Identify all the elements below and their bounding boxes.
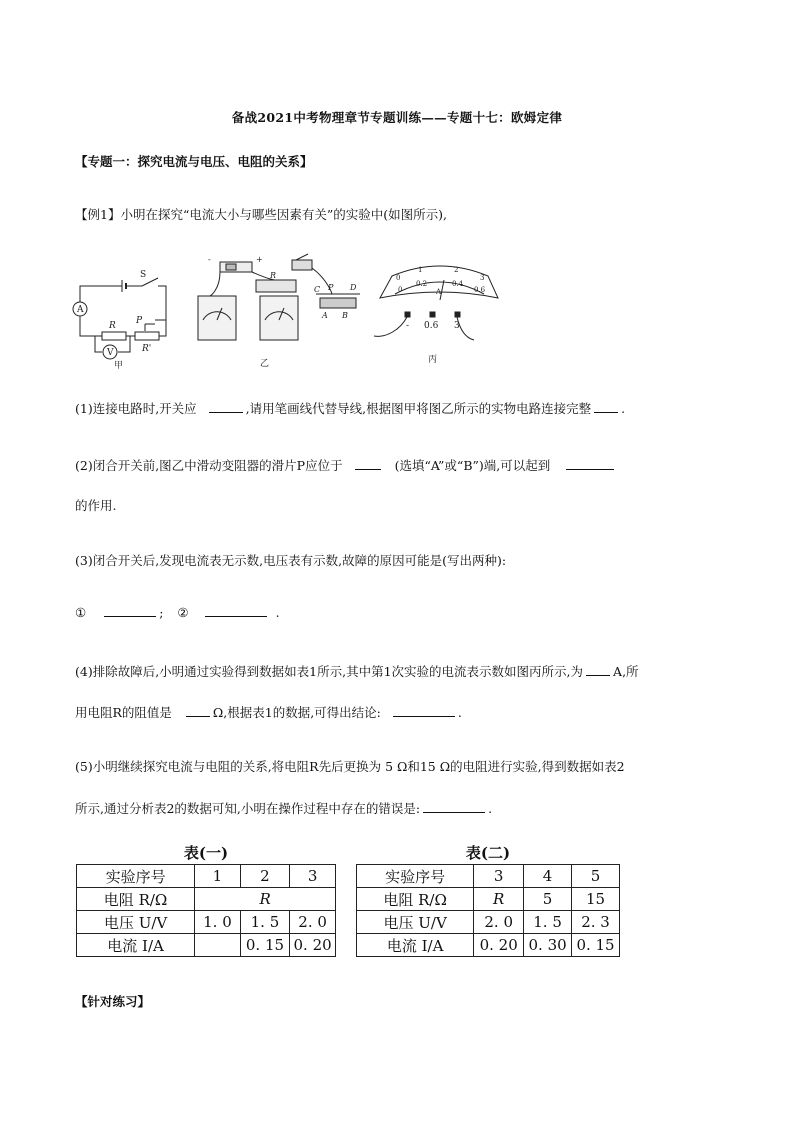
q3-separator: ; [159,605,164,620]
q5-blank-1[interactable] [423,801,485,813]
q4-text-c: 用电阻R的阻值是 [75,705,172,720]
q3-circle-2: ② [177,605,189,620]
table-cell: 0. 20 [474,934,524,957]
table-cell: 5 [572,865,620,888]
dial-top-1: 1 [418,266,423,274]
q5-text-c: . [488,801,493,816]
table-cell: 电流 I/A [357,934,474,957]
table-cell: 0. 20 [290,934,336,957]
q2-blank-1[interactable] [355,458,381,470]
dial-top-2: 2 [454,266,459,274]
circuit-diagram-jia [73,278,166,359]
table-cell: 2. 0 [474,911,524,934]
q5-text-b: 所示,通过分析表2的数据可知,小明在操作过程中存在的错误是: [75,801,421,816]
dial-bottom-02: 0.2 [416,280,428,288]
terminal-minus: - [406,321,410,331]
table-cell: 2. 0 [290,911,336,934]
question-3: (3)闭合开关后,发现电流表无示数,电压表有示数,故障的原因可能是(写出两种): [75,553,507,568]
apparatus-yi [198,254,360,340]
data-table-1 [76,864,336,957]
label-B-yi: B [342,311,348,320]
q3-blank-2[interactable] [205,605,267,617]
caption-jia: 甲 [114,361,124,370]
question-4-line2 [75,703,462,721]
table-cell: 3 [474,865,524,888]
question-5-line1: (5)小明继续探究电流与电阻的关系,将电阻R先后更换为 5 Ω和15 Ω的电阻进行实验,得到数据如表2 [75,759,625,774]
question-2-line2: 的作用. [75,498,117,513]
q4-text-a: (4)排除故障后,小明通过实验得到数据如表1所示,其中第1次实验的电流表示数如图丙所示,为 [75,664,584,679]
resistor-device [256,280,296,292]
table-row [77,888,336,911]
table-row [77,934,336,957]
q4-text-e: . [457,705,462,720]
question-1 [75,399,625,417]
data-table-2 [356,864,620,957]
table-cell: 4 [524,865,572,888]
q4-blank-2[interactable] [186,705,210,717]
label-R-prime: R' [142,344,152,354]
table-cell: 1 [195,865,241,888]
label-R-yi: R [270,271,277,280]
section-heading: 【专题一：探究电流与电压、电阻的关系】 [75,154,313,169]
label-V: V [107,348,114,358]
q3-blank-1[interactable] [104,605,156,617]
q3-circle-1: ① [75,605,87,620]
table1-caption: 表(一) [183,844,229,862]
table-cell: R [474,888,524,911]
table-cell: R [195,888,336,911]
table-cell: 2 [240,865,290,888]
table-cell [195,934,241,957]
page-title: 备战2021中考物理章节专题训练——专题十七：欧姆定律 [231,110,563,125]
question-4-line1 [75,662,639,680]
caption-yi: 乙 [260,359,270,369]
label-A: A [77,305,84,315]
dial-unit: A [436,288,442,296]
q4-blank-3[interactable] [393,705,455,717]
table2-caption: 表(二) [465,844,511,862]
dial-bottom-04: 0.4 [452,280,464,288]
table-cell: 0. 15 [240,934,290,957]
label-P: P [136,316,143,326]
q2-blank-2[interactable] [566,458,614,470]
q1-text-c: . [621,401,626,416]
table-row [357,888,620,911]
practice-heading: 【针对练习】 [75,994,151,1009]
table-cell: 5 [524,888,572,911]
q1-blank-1[interactable] [209,401,243,413]
table-cell: 电阻 R/Ω [357,888,474,911]
table-cell: 2. 3 [572,911,620,934]
table-cell: 1. 0 [195,911,241,934]
label-minus: - [208,255,211,264]
table-row [77,865,336,888]
label-P-yi: P [328,283,334,292]
table-cell: 0. 15 [572,934,620,957]
label-S: S [140,270,147,280]
dial-top-3: 3 [480,274,485,282]
table-row [357,934,620,957]
table-cell: 电压 U/V [77,911,195,934]
q1-text-a: (1)连接电路时,开关应 [75,401,197,416]
experiment-figure [70,250,500,370]
question-5-line2 [75,799,492,817]
rheostat [320,298,356,308]
dial-bottom-06: 0.6 [474,286,486,294]
label-plus: + [256,255,263,264]
table-cell: 3 [290,865,336,888]
q4-blank-1[interactable] [586,664,610,676]
label-A-yi: A [322,311,328,320]
q1-text-b: ,请用笔画线代替导线,根据图甲将图乙所示的实物电路连接完整 [245,401,592,416]
terminal-06: 0.6 [424,321,439,331]
table-row [77,911,336,934]
q4-text-d: Ω,根据表1的数据,可得出结论: [212,705,381,720]
table-cell: 电阻 R/Ω [77,888,195,911]
table-cell: 实验序号 [77,865,195,888]
question-2-line1 [75,456,617,474]
dial-bottom-0: 0 [398,286,403,294]
example-1-intro: 【例1】小明在探究“电流大小与哪些因素有关”的实验中(如图所示), [75,207,447,222]
table-cell: 1. 5 [240,911,290,934]
table-cell: 1. 5 [524,911,572,934]
table-cell: 电流 I/A [77,934,195,957]
q3-end: . [275,605,280,620]
label-C: C [314,285,321,294]
q2-text-b: (选填“A”或“B”)端,可以起到 [394,458,551,473]
q2-text-a: (2)闭合开关前,图乙中滑动变阻器的滑片P应位于 [75,458,343,473]
dial-top-0: 0 [396,274,401,282]
table-cell: 0. 30 [524,934,572,957]
terminal-3: 3 [454,321,460,331]
table-row [357,865,620,888]
table-cell: 电压 U/V [357,911,474,934]
q4-text-b: A,所 [613,664,639,679]
question-3-answers [75,605,280,620]
q1-blank-2[interactable] [594,401,618,413]
table-cell: 实验序号 [357,865,474,888]
caption-bing: 丙 [428,355,438,365]
table-cell: 15 [572,888,620,911]
label-R: R [109,321,116,331]
label-D: D [350,283,357,292]
table-row [357,911,620,934]
